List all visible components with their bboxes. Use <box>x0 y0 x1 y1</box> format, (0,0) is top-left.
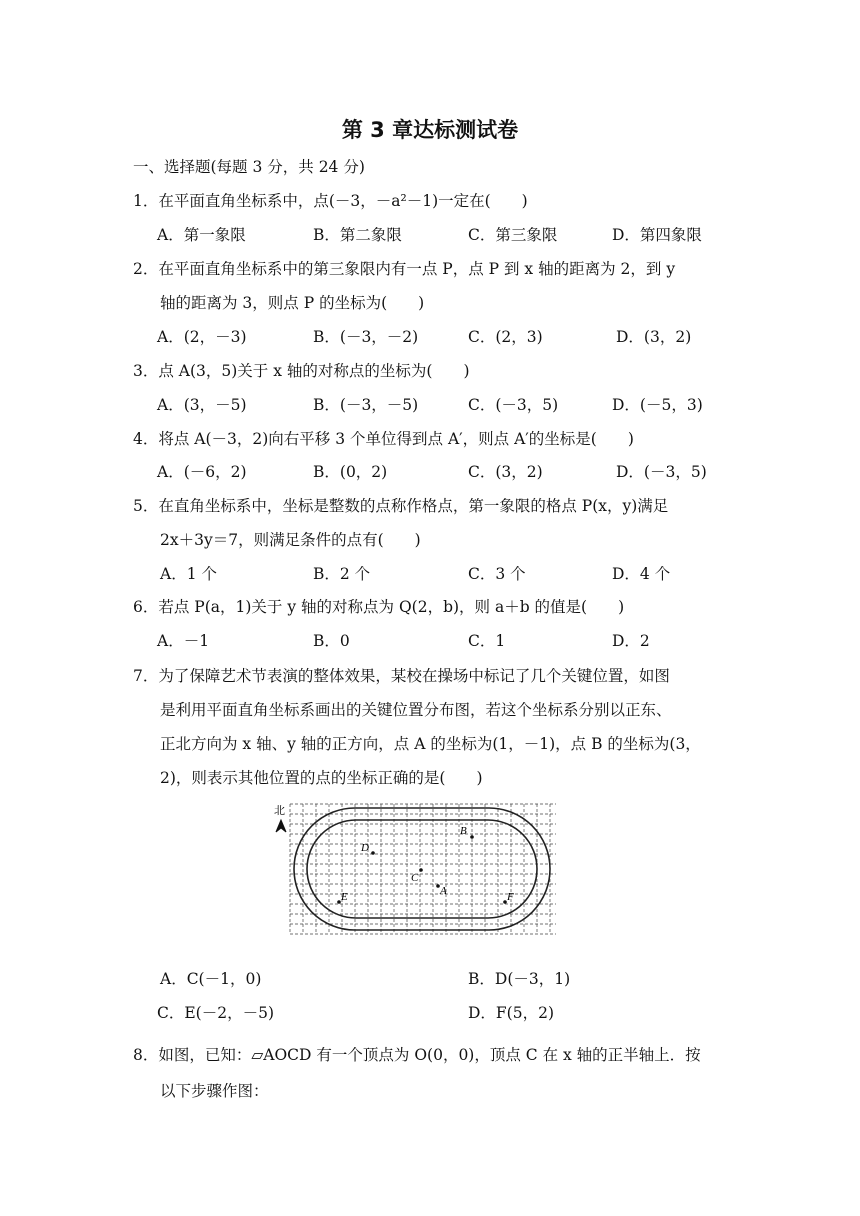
q7-option-c: C．E(－2，－5) <box>157 1004 274 1022</box>
q7-option-b: B．D(－3，1) <box>468 970 571 988</box>
point-b-dot <box>470 835 474 839</box>
north-label: 北 <box>274 805 285 817</box>
point-d-dot <box>371 851 375 855</box>
point-e-label: E <box>341 891 348 903</box>
point-f-label: F <box>507 891 514 903</box>
question-5-stem-line1: 5．在直角坐标系中，坐标是整数的点称作格点，第一象限的格点 P(x，y)满足 <box>133 497 669 515</box>
question-3-stem: 3．点 A(3，5)关于 x 轴的对称点的坐标为( ) <box>133 362 470 380</box>
question-7-stem-line4: 2)，则表示其他位置的点的坐标正确的是( ) <box>160 769 483 787</box>
q2-option-a: A．(2，－3) <box>157 328 247 346</box>
section-heading: 一、选择题(每题 3 分，共 24 分) <box>133 158 365 176</box>
q7-option-d: D．F(5，2) <box>468 1004 554 1022</box>
question-7-stem-line3: 正北方向为 x 轴、y 轴的正方向，点 A 的坐标为(1，－1)，点 B 的坐标为(3， <box>160 735 701 753</box>
point-d-label: D <box>361 842 369 854</box>
q5-option-c: C．3 个 <box>468 565 526 583</box>
q3-option-b: B．(－3，－5) <box>313 396 419 414</box>
q1-option-b: B．第二象限 <box>313 226 402 244</box>
q3-option-c: C．(－3，5) <box>468 396 559 414</box>
q2-option-b: B．(－3，－2) <box>313 328 419 346</box>
q6-option-a: A．－1 <box>157 632 210 650</box>
question-5-stem-line2: 2x＋3y＝7，则满足条件的点有( ) <box>160 531 421 549</box>
q4-option-b: B．(0，2) <box>313 463 388 481</box>
question-1-stem: 1．在平面直角坐标系中，点(－3，－a²－1)一定在( ) <box>133 192 528 210</box>
q2-option-c: C．(2，3) <box>468 328 543 346</box>
question-2-stem-line1: 2．在平面直角坐标系中的第三象限内有一点 P，点 P 到 x 轴的距离为 2，到 y <box>133 260 676 278</box>
q2-option-d: D．(3，2) <box>616 328 692 346</box>
q1-option-d: D．第四象限 <box>612 226 702 244</box>
q4-option-c: C．(3，2) <box>468 463 543 481</box>
q5-option-b: B．2 个 <box>313 565 371 583</box>
question-2-stem-line2: 轴的距离为 3，则点 P 的坐标为( ) <box>160 294 425 312</box>
q3-option-d: D．(－5，3) <box>612 396 703 414</box>
north-arrow-icon <box>276 820 286 832</box>
q5-option-a: A．1 个 <box>160 565 217 583</box>
q4-option-a: A．(－6，2) <box>157 463 247 481</box>
point-c-dot <box>419 868 423 872</box>
question-8-stem-line1: 8．如图，已知：▱AOCD 有一个顶点为 O(0，0)，顶点 C 在 x 轴的正半轴上．按 <box>133 1046 701 1064</box>
grid-lines <box>290 804 556 934</box>
question-4-stem: 4．将点 A(－3，2)向右平移 3 个单位得到点 A′，则点 A′的坐标是( ) <box>133 430 634 448</box>
q6-option-b: B．0 <box>313 632 350 650</box>
q3-option-a: A．(3，－5) <box>157 396 247 414</box>
q7-option-a: A．C(－1，0) <box>160 970 262 988</box>
point-a-label: A <box>440 885 447 897</box>
q6-option-d: D．2 <box>612 632 650 650</box>
page-title: 第 3 章达标测试卷 <box>341 118 519 142</box>
point-c-label: C <box>411 872 419 884</box>
point-b-label: B <box>460 825 467 837</box>
question-8-stem-line2: 以下步骤作图： <box>160 1082 269 1100</box>
track-coordinate-figure <box>270 800 560 940</box>
question-7-stem-line1: 7．为了保障艺术节表演的整体效果，某校在操场中标记了几个关键位置，如图 <box>133 667 670 685</box>
question-7-stem-line2: 是利用平面直角坐标系画出的关键位置分布图，若这个坐标系分别以正东、 <box>160 701 672 719</box>
q1-option-a: A．第一象限 <box>157 226 246 244</box>
q4-option-d: D．(－3，5) <box>616 463 707 481</box>
q5-option-d: D．4 个 <box>612 565 671 583</box>
question-6-stem: 6．若点 P(a，1)关于 y 轴的对称点为 Q(2，b)，则 a＋b 的值是( ) <box>133 598 625 616</box>
q6-option-c: C．1 <box>468 632 506 650</box>
q1-option-c: C．第三象限 <box>468 226 558 244</box>
